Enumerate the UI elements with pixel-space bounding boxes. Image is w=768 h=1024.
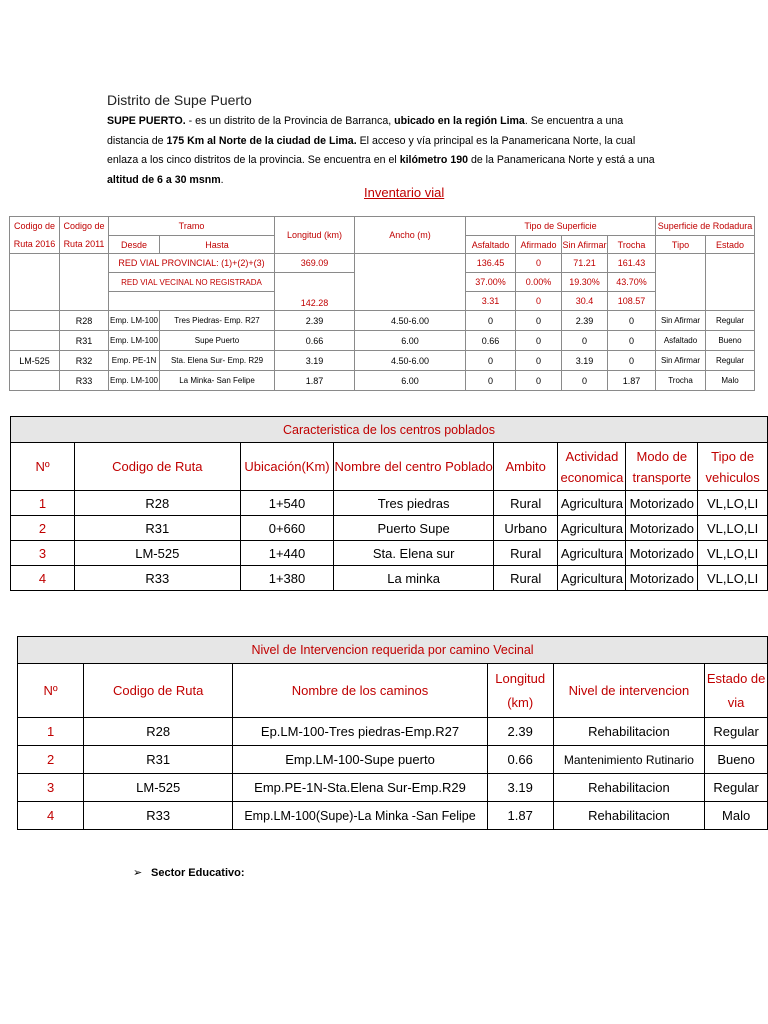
header-ancho: Ancho (m) (355, 217, 466, 254)
poblados-table (10, 416, 768, 591)
actividad: Agricultura (558, 566, 626, 591)
trocha: 0 (608, 331, 656, 351)
nombre-poblado: Puerto Supe (334, 516, 493, 541)
estado-via: Malo (705, 802, 768, 830)
intervencion-caption: Nivel de Intervencion requerida por camino Vecinal (18, 637, 768, 664)
ancho: 6.00 (355, 331, 466, 351)
longitud: 0.66 (275, 331, 355, 351)
codigo-2016 (10, 331, 60, 351)
vecinal-label: RED VIAL VECINAL NO REGISTRADA (109, 273, 275, 292)
codigo-2011: R32 (60, 351, 109, 371)
arrow-bullet-icon: ➢ (133, 867, 143, 879)
codigo-2011: R31 (60, 331, 109, 351)
afirmado: 0 (516, 331, 562, 351)
header-ubicacion: Ubicación(Km) (240, 443, 334, 491)
page-title: Distrito de Supe Puerto (107, 92, 252, 108)
estado: Regular (706, 351, 755, 371)
empty-cell (706, 254, 755, 311)
desde: Emp. LM-100 (109, 371, 160, 391)
ancho: 6.00 (355, 371, 466, 391)
provincial-asfaltado: 136.45 (466, 254, 516, 273)
header-no: Nº (18, 664, 84, 718)
provincial-label: RED VIAL PROVINCIAL: (1)+(2)+(3) (109, 254, 275, 273)
asfaltado: 0 (466, 311, 516, 331)
codigo-ruta: R31 (75, 516, 241, 541)
tipo: Trocha (656, 371, 706, 391)
provincial-afirmado: 0 (516, 254, 562, 273)
header-nivel: Nivel de intervencion (553, 664, 705, 718)
empty-cell (656, 254, 706, 311)
ubicacion: 1+540 (240, 491, 334, 516)
empty-cell (10, 254, 60, 311)
header-asfaltado: Asfaltado (466, 236, 516, 254)
estado: Bueno (706, 331, 755, 351)
estado-via: Bueno (705, 746, 768, 774)
table-row (10, 331, 755, 351)
header-modo-transporte: Modo de transporte (626, 443, 698, 491)
ubicacion: 0+660 (240, 516, 334, 541)
para-lead: SUPE PUERTO. (107, 115, 186, 127)
provincial-trocha: 161.43 (608, 254, 656, 273)
longitud: 2.39 (275, 311, 355, 331)
estado-via: Regular (705, 718, 768, 746)
sin-afirmar: 0 (562, 371, 608, 391)
ambito: Rural (493, 566, 558, 591)
vecinal-afirmado-pct: 0.00% (516, 273, 562, 292)
total-sin-afirmar: 30.4 (562, 292, 608, 311)
intro-paragraph (107, 112, 667, 190)
codigo-ruta: R33 (75, 566, 241, 591)
trocha: 0 (608, 311, 656, 331)
nivel-intervencion: Mantenimiento Rutinario (553, 746, 705, 774)
header-afirmado: Afirmado (516, 236, 562, 254)
ancho: 4.50-6.00 (355, 351, 466, 371)
header-tipo: Tipo (656, 236, 706, 254)
para-bold-2: 175 Km al Norte de la ciudad de Lima. (166, 134, 357, 147)
hasta: Tres Piedras- Emp. R27 (160, 311, 275, 331)
para-text-2: . Se encuentra a una distancia de (107, 115, 624, 147)
header-trocha: Trocha (608, 236, 656, 254)
longitud: 2.39 (487, 718, 553, 746)
provincial-longitud: 369.09 (275, 254, 355, 273)
vecinal-trocha-pct: 43.70% (608, 273, 656, 292)
actividad: Agricultura (558, 541, 626, 566)
inventory-table (9, 216, 755, 391)
para-bold-3: kilómetro 190 (399, 154, 468, 166)
tipo-vehiculos: VL,LO,LI (698, 516, 768, 541)
estado: Malo (706, 371, 755, 391)
desde: Emp. PE-1N (109, 351, 160, 371)
modo-transporte: Motorizado (626, 541, 698, 566)
codigo-ruta: R31 (84, 746, 233, 774)
estado: Regular (706, 311, 755, 331)
ambito: Rural (493, 491, 558, 516)
row-number: 2 (11, 516, 75, 541)
desde: Emp. LM-100 (109, 331, 160, 351)
table-row (18, 774, 768, 802)
longitud: 1.87 (487, 802, 553, 830)
empty-cell (60, 254, 109, 311)
header-longitud: Longitud (km) (275, 217, 355, 254)
para-text-5: . (220, 173, 224, 186)
table-row (18, 802, 768, 830)
nombre-camino: Emp.LM-100(Supe)-La Minka -San Felipe (233, 802, 488, 830)
hasta: La Minka- San Felipe (160, 371, 275, 391)
sin-afirmar: 2.39 (562, 311, 608, 331)
header-codigo-ruta: Codigo de Ruta (84, 664, 233, 718)
sector-label: Sector Educativo: (151, 867, 245, 879)
row-number: 1 (18, 718, 84, 746)
trocha: 0 (608, 351, 656, 371)
total-trocha: 108.57 (608, 292, 656, 311)
modo-transporte: Motorizado (626, 516, 698, 541)
table-row (10, 371, 755, 391)
afirmado: 0 (516, 351, 562, 371)
row-number: 3 (18, 774, 84, 802)
header-tramo: Tramo (109, 217, 275, 236)
actividad: Agricultura (558, 516, 626, 541)
codigo-2011: R28 (60, 311, 109, 331)
codigo-2011: R33 (60, 371, 109, 391)
header-codigo-2011: Codigo de Ruta 2011 (60, 217, 109, 254)
header-nombre-poblado: Nombre del centro Poblado (334, 443, 493, 491)
total-longitud: 142.28 (275, 273, 355, 311)
header-nombre-caminos: Nombre de los caminos (233, 664, 488, 718)
estado-via: Regular (705, 774, 768, 802)
codigo-ruta: R28 (84, 718, 233, 746)
longitud: 3.19 (275, 351, 355, 371)
codigo-ruta: R33 (84, 802, 233, 830)
para-text-3: El acceso y vía principal es la Panamericana Norte, la cual enlaza a los cinco distritos de la provincia. Se encuentra en el (107, 134, 636, 166)
table-row (18, 718, 768, 746)
row-number: 2 (18, 746, 84, 774)
longitud: 0.66 (487, 746, 553, 774)
nombre-poblado: La minka (334, 566, 493, 591)
row-number: 4 (11, 566, 75, 591)
tipo-vehiculos: VL,LO,LI (698, 566, 768, 591)
para-text-4: de la Panamericana Norte y está a una (468, 154, 655, 166)
poblados-caption: Caracteristica de los centros poblados (11, 417, 768, 443)
ubicacion: 1+380 (240, 566, 334, 591)
row-number: 4 (18, 802, 84, 830)
codigo-2016 (10, 371, 60, 391)
row-number: 1 (11, 491, 75, 516)
nombre-camino: Ep.LM-100-Tres piedras-Emp.R27 (233, 718, 488, 746)
sin-afirmar: 0 (562, 331, 608, 351)
codigo-2016: LM-525 (10, 351, 60, 371)
asfaltado: 0.66 (466, 331, 516, 351)
nivel-intervencion: Rehabilitacion (553, 774, 705, 802)
header-hasta: Hasta (160, 236, 275, 254)
hasta: Sta. Elena Sur- Emp. R29 (160, 351, 275, 371)
header-sin-afirmar: Sin Afirmar (562, 236, 608, 254)
sin-afirmar: 3.19 (562, 351, 608, 371)
codigo-ruta: R28 (75, 491, 241, 516)
ambito: Urbano (493, 516, 558, 541)
inventory-title: Inventario vial (364, 185, 445, 200)
header-codigo-ruta: Codigo de Ruta (75, 443, 241, 491)
empty-cell (355, 254, 466, 311)
desde: Emp. LM-100 (109, 311, 160, 331)
tipo-vehiculos: VL,LO,LI (698, 541, 768, 566)
table-row (11, 516, 768, 541)
para-text-1: - es un distrito de la Provincia de Barranca, (185, 115, 395, 127)
codigo-ruta: LM-525 (75, 541, 241, 566)
hasta: Supe Puerto (160, 331, 275, 351)
codigo-2016 (10, 311, 60, 331)
empty-cell (109, 292, 275, 311)
header-desde: Desde (109, 236, 160, 254)
header-tipo-superficie: Tipo de Superficie (466, 217, 656, 236)
vecinal-sin-afirmar-pct: 19.30% (562, 273, 608, 292)
table-row (18, 746, 768, 774)
header-no: Nº (11, 443, 75, 491)
header-actividad: Actividad economica (558, 443, 626, 491)
trocha: 1.87 (608, 371, 656, 391)
modo-transporte: Motorizado (626, 566, 698, 591)
vecinal-asfaltado-pct: 37.00% (466, 273, 516, 292)
actividad: Agricultura (558, 491, 626, 516)
table-row (10, 311, 755, 331)
asfaltado: 0 (466, 351, 516, 371)
nombre-camino: Emp.PE-1N-Sta.Elena Sur-Emp.R29 (233, 774, 488, 802)
para-bold-1: ubicado en la región Lima (394, 115, 525, 127)
para-bold-4: altitud de 6 a 30 msnm (107, 173, 221, 186)
tipo: Sin Afirmar (656, 311, 706, 331)
tipo: Asfaltado (656, 331, 706, 351)
modo-transporte: Motorizado (626, 491, 698, 516)
longitud: 1.87 (275, 371, 355, 391)
header-codigo-2016: Codigo de Ruta 2016 (10, 217, 60, 254)
header-estado: Estado (706, 236, 755, 254)
table-row (11, 491, 768, 516)
afirmado: 0 (516, 311, 562, 331)
provincial-sin-afirmar: 71.21 (562, 254, 608, 273)
header-ambito: Ambito (493, 443, 558, 491)
total-afirmado: 0 (516, 292, 562, 311)
asfaltado: 0 (466, 371, 516, 391)
nombre-poblado: Tres piedras (334, 491, 493, 516)
nombre-camino: Emp.LM-100-Supe puerto (233, 746, 488, 774)
table-row (11, 541, 768, 566)
sector-educativo (133, 866, 245, 879)
afirmado: 0 (516, 371, 562, 391)
tipo-vehiculos: VL,LO,LI (698, 491, 768, 516)
header-tipo-vehiculos: Tipo de vehiculos (698, 443, 768, 491)
table-row (10, 351, 755, 371)
ubicacion: 1+440 (240, 541, 334, 566)
codigo-ruta: LM-525 (84, 774, 233, 802)
header-superficie-rodadura: Superficie de Rodadura (656, 217, 755, 236)
longitud: 3.19 (487, 774, 553, 802)
ambito: Rural (493, 541, 558, 566)
row-number: 3 (11, 541, 75, 566)
nivel-intervencion: Rehabilitacion (553, 718, 705, 746)
intervencion-table (17, 636, 768, 830)
header-estado-via: Estado de via (705, 664, 768, 718)
ancho: 4.50-6.00 (355, 311, 466, 331)
table-row (11, 566, 768, 591)
total-asfaltado: 3.31 (466, 292, 516, 311)
nombre-poblado: Sta. Elena sur (334, 541, 493, 566)
tipo: Sin Afirmar (656, 351, 706, 371)
header-longitud: Longitud (km) (487, 664, 553, 718)
nivel-intervencion: Rehabilitacion (553, 802, 705, 830)
